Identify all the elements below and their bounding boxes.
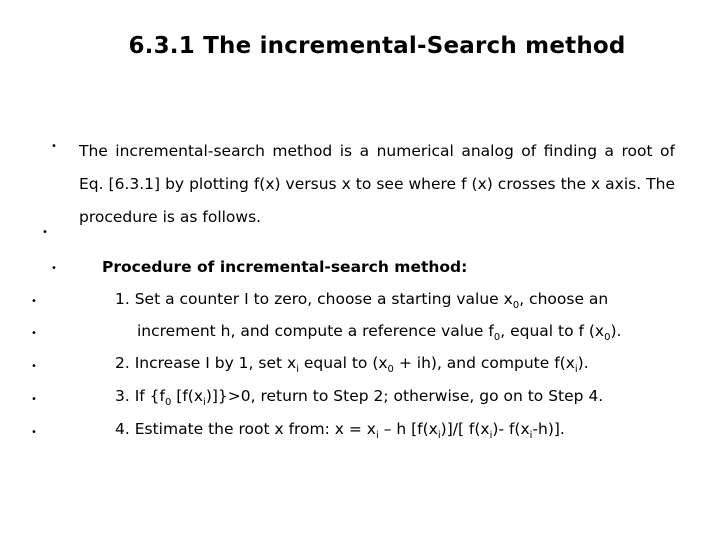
step-2: 2. Increase I by 1, set $x_i$ equal to $(x_0 + ih)$, and compute $f(x_i)$. (115, 354, 589, 375)
bullet: • (51, 263, 57, 274)
bullet: • (31, 427, 37, 438)
step-3: 3. If {$f_0$ $[f(x_i)]\}>0$, return to Step 2; otherwise, go on to Step 4. (115, 387, 604, 408)
bullet: • (31, 328, 37, 339)
bullet: • (31, 296, 37, 307)
procedure-heading: Procedure of incremental-search method: (102, 258, 468, 276)
slide-title: 6.3.1 The incremental-Search method (128, 33, 626, 59)
bullet: • (31, 394, 37, 405)
step-1-line-1: 1. Set a counter I to zero, choose a starting value $x_0$, choose an (115, 290, 609, 311)
step-1-line-2: increment h, and compute a reference value $f_0$, equal to f $(x_0)$. (137, 322, 622, 343)
step-4: 4. Estimate the root x from: $x = x_i - h$ $[f(x_i)]/$[ $f(x_i)-$ $f(x_i-h)$]. (115, 420, 565, 441)
bullet: • (51, 141, 57, 152)
bullet: • (31, 361, 37, 372)
bullet: • (42, 227, 48, 238)
intro-paragraph: The incremental-search method is a numerical analog of finding a root of Eq. [6.3.1] by plotting f(x) versus x to see where f (x) crosses the x axis. The procedure is as follows. (79, 142, 675, 226)
